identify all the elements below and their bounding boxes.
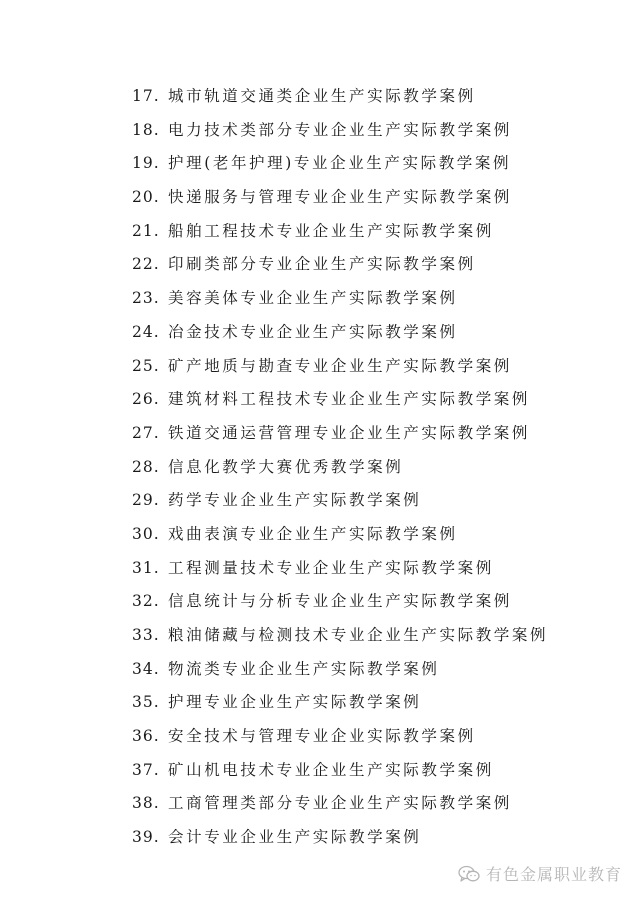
- item-number: 29.: [132, 491, 160, 510]
- list-item: [132, 552, 548, 586]
- list-item: [132, 653, 548, 687]
- list-item: [132, 350, 548, 384]
- item-number: 33.: [132, 626, 160, 644]
- item-title: 护理专业企业生产实际教学案例: [168, 693, 422, 712]
- item-title: 粮油储藏与检测技术专业企业生产实际教学案例: [168, 626, 549, 644]
- list-item: [132, 754, 548, 788]
- list-item: [132, 114, 548, 148]
- item-title: 建筑材料工程技术专业企业生产实际教学案例: [168, 390, 531, 409]
- list-item: [132, 484, 548, 518]
- item-number: 39.: [132, 828, 160, 847]
- item-number: 20.: [132, 188, 160, 207]
- item-title: 工程测量技术专业企业生产实际教学案例: [168, 558, 494, 577]
- wechat-icon: [458, 865, 480, 883]
- item-number: 34.: [132, 659, 160, 678]
- item-title: 戏曲表演专业企业生产实际教学案例: [168, 524, 458, 543]
- item-title: 护理(老年护理)专业企业生产实际教学案例: [168, 154, 512, 173]
- item-title: 信息化教学大赛优秀教学案例: [168, 457, 404, 476]
- list-item: [132, 585, 548, 619]
- watermark: [458, 862, 622, 885]
- list-item: [132, 787, 548, 821]
- list-item: [132, 248, 548, 282]
- list-item: [132, 720, 548, 754]
- item-title: 药学专业企业生产实际教学案例: [168, 491, 422, 510]
- watermark-text: 有色金属职业教育: [485, 865, 622, 884]
- item-number: 23.: [132, 289, 160, 308]
- list-item: [132, 417, 548, 451]
- list-item: [132, 686, 548, 720]
- list-item: [132, 215, 548, 249]
- item-number: 17.: [132, 87, 160, 105]
- list-item: [132, 80, 548, 114]
- list-item: [132, 316, 548, 350]
- item-title: 城市轨道交通类企业生产实际教学案例: [168, 87, 476, 105]
- list-item: [132, 147, 548, 181]
- list-item: [132, 821, 548, 855]
- item-title: 会计专业企业生产实际教学案例: [168, 828, 422, 847]
- item-number: 21.: [132, 221, 160, 240]
- item-number: 38.: [132, 794, 160, 813]
- item-title: 美容美体专业企业生产实际教学案例: [168, 289, 458, 308]
- item-title: 铁道交通运营管理专业企业生产实际教学案例: [168, 423, 531, 442]
- item-number: 27.: [132, 423, 160, 442]
- item-number: 19.: [132, 154, 160, 173]
- list-item: [132, 451, 548, 485]
- item-number: 35.: [132, 693, 160, 712]
- item-title: 安全技术与管理专业企业实际教学案例: [168, 727, 476, 746]
- item-title: 快递服务与管理专业企业生产实际教学案例: [168, 188, 512, 207]
- item-title: 信息统计与分析专业企业生产实际教学案例: [168, 592, 512, 611]
- item-title: 船舶工程技术专业企业生产实际教学案例: [168, 221, 494, 240]
- item-number: 28.: [132, 457, 160, 476]
- item-number: 26.: [132, 390, 160, 409]
- case-list: [132, 80, 548, 855]
- list-item: [132, 619, 548, 653]
- item-title: 矿山机电技术专业企业生产实际教学案例: [168, 760, 494, 779]
- item-title: 工商管理类部分专业企业生产实际教学案例: [168, 794, 512, 813]
- list-item: [132, 383, 548, 417]
- item-title: 矿产地质与勘查专业企业生产实际教学案例: [168, 356, 512, 375]
- item-number: 36.: [132, 727, 160, 746]
- item-number: 30.: [132, 524, 160, 543]
- item-title: 物流类专业企业生产实际教学案例: [168, 659, 440, 678]
- item-number: 24.: [132, 322, 160, 341]
- item-title: 电力技术类部分专业企业生产实际教学案例: [168, 120, 512, 139]
- item-number: 22.: [132, 255, 160, 274]
- list-item: [132, 181, 548, 215]
- item-number: 32.: [132, 592, 160, 611]
- list-item: [132, 518, 548, 552]
- list-item: [132, 282, 548, 316]
- item-number: 31.: [132, 558, 160, 577]
- item-title: 冶金技术专业企业生产实际教学案例: [168, 322, 458, 341]
- item-number: 25.: [132, 356, 160, 375]
- item-title: 印刷类部分专业企业生产实际教学案例: [168, 255, 476, 274]
- item-number: 37.: [132, 760, 160, 779]
- item-number: 18.: [132, 120, 160, 139]
